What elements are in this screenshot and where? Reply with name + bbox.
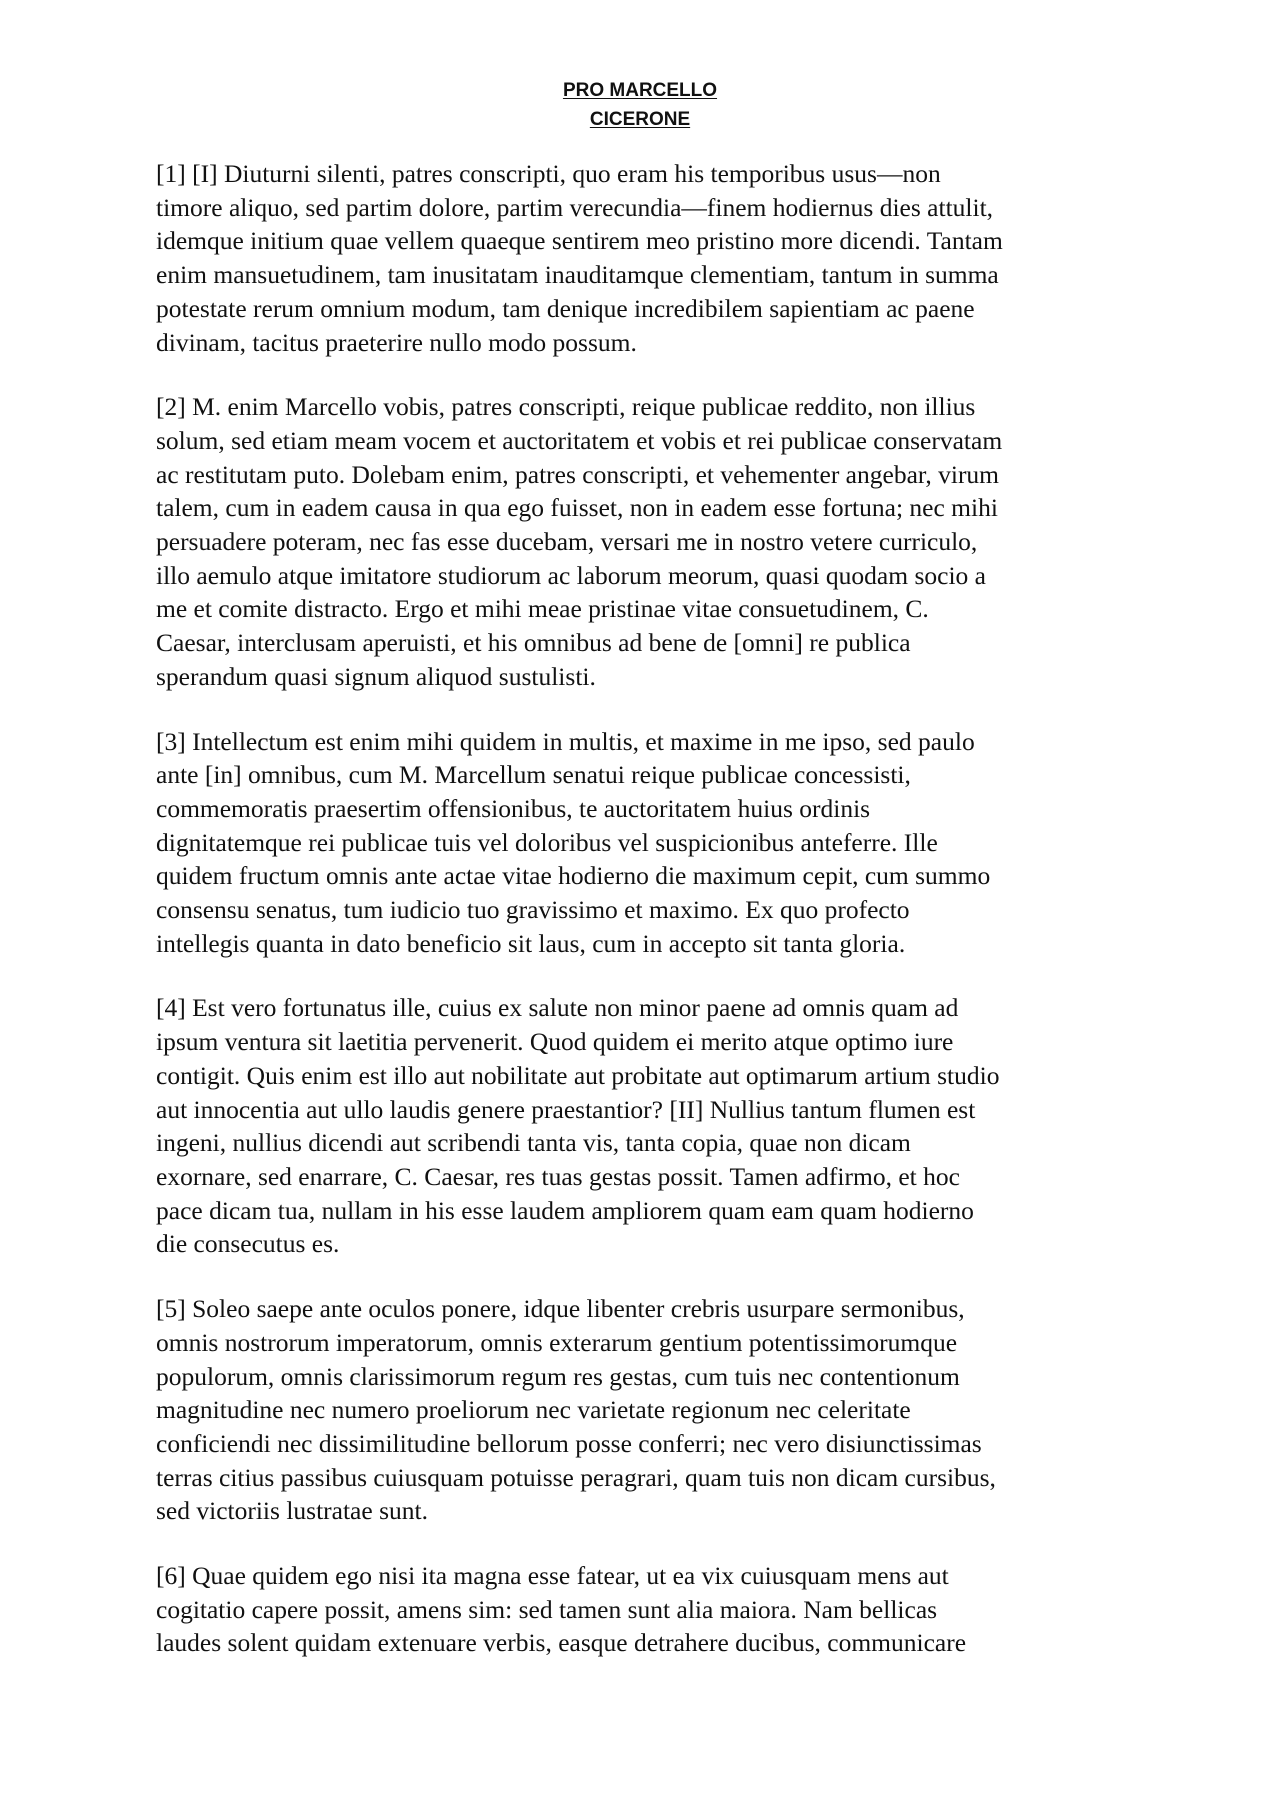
paragraph-3: [3] Intellectum est enim mihi quidem in multis, et maxime in me ipso, sed paulo ante [in] omnibus, cum M. Marcellum senatui reique publicae concessisti, commemoratis praesertim offensionibus, te auctoritatem huius ordinis dignitatemque rei publicae tuis vel doloribus vel suspicionibus anteferre. Ille quidem fructum omnis ante actae vitae hodierno die maximum cepit, cum summo consensu senatus, tum iudicio tuo gravissimo et maximo. Ex quo profecto intellegis quanta in dato beneficio sit laus, cum in accepto sit tanta gloria. [156,726,991,958]
paragraph-6: [6] Quae quidem ego nisi ita magna esse fatear, ut ea vix cuiusquam mens aut cogitatio capere possit, amens sim: sed tamen sunt alia maiora. Nam bellicas laudes solent quidam extenuare verbis, easque detrahere ducibus, communicare [156,1561,967,1658]
title-block [0,76,1280,134]
paragraph-1: [1] [I] Diuturni silenti, patres conscripti, quo eram his temporibus usus—non timore aliquo, sed partim dolore, partim verecundia—finem hodiernus dies attulit, idemque initium quae vellem quaeque sentirem meo pristino more dicendi. Tantam enim mansuetudinem, tam inusitatam inauditamque clementiam, tantum in summa potestate rerum omnium modum, tam denique incredibilem sapientiam ac paene divinam, tacitus praeterire nullo modo possum. [156,159,1003,357]
body-text [156,157,1136,1691]
paragraph-4: [4] Est vero fortunatus ille, cuius ex salute non minor paene ad omnis quam ad ipsum ventura sit laetitia pervenerit. Quod quidem ei merito atque optimo iure contigit. Quis enim est illo aut nobilitate aut probitate aut optimarum artium studio aut innocentia aut ullo laudis genere praestantior? [II] Nullius tantum flumen est ingeni, nullius dicendi aut scribendi tanta vis, tanta copia, quae non dicam exornare, sed enarrare, C. Caesar, res tuas gestas possit. Tamen adfirmo, et hoc pace dicam tua, nullam in his esse laudem ampliorem quam eam quam hodierno die consecutus es. [156,993,1000,1259]
document-title: PRO MARCELLO [562,80,718,101]
paragraph-2: [2] M. enim Marcello vobis, patres conscripti, reique publicae reddito, non illius solum, sed etiam meam vocem et auctoritatem et vobis et rei publicae conservatam ac restitutam puto. Dolebam enim, patres conscripti, et vehementer angebar, virum talem, cum in eadem causa in qua ego fuisset, non in eadem esse fortuna; nec mihi persuadere poteram, nec fas esse ducebam, versari me in nostro vetere curriculo, illo aemulo atque imitatore studiorum ac laborum meorum, quasi quodam socio a me et comite distracto. Ergo et mihi meae pristinae vitae consuetudinem, C. Caesar, interclusam aperuisti, et his omnibus ad bene de [omni] re publica sperandum quasi signum aliquod sustulisti. [156,392,1003,691]
paragraph-5: [5] Soleo saepe ante oculos ponere, idque libenter crebris usurpare sermonibus, omnis nostrorum imperatorum, omnis exterarum gentium potentissimorumque populorum, omnis clarissimorum regum res gestas, cum tuis nec contentionum magnitudine nec numero proeliorum nec varietate regionum nec celeritate conficiendi nec dissimilitudine bellorum posse conferri; nec vero disiunctissimas terras citius passibus cuiusquam potuisse peragrari, quam tuis non dicam cursibus, sed victoriis lustratae sunt. [156,1294,996,1526]
document-author: CICERONE [589,109,691,130]
